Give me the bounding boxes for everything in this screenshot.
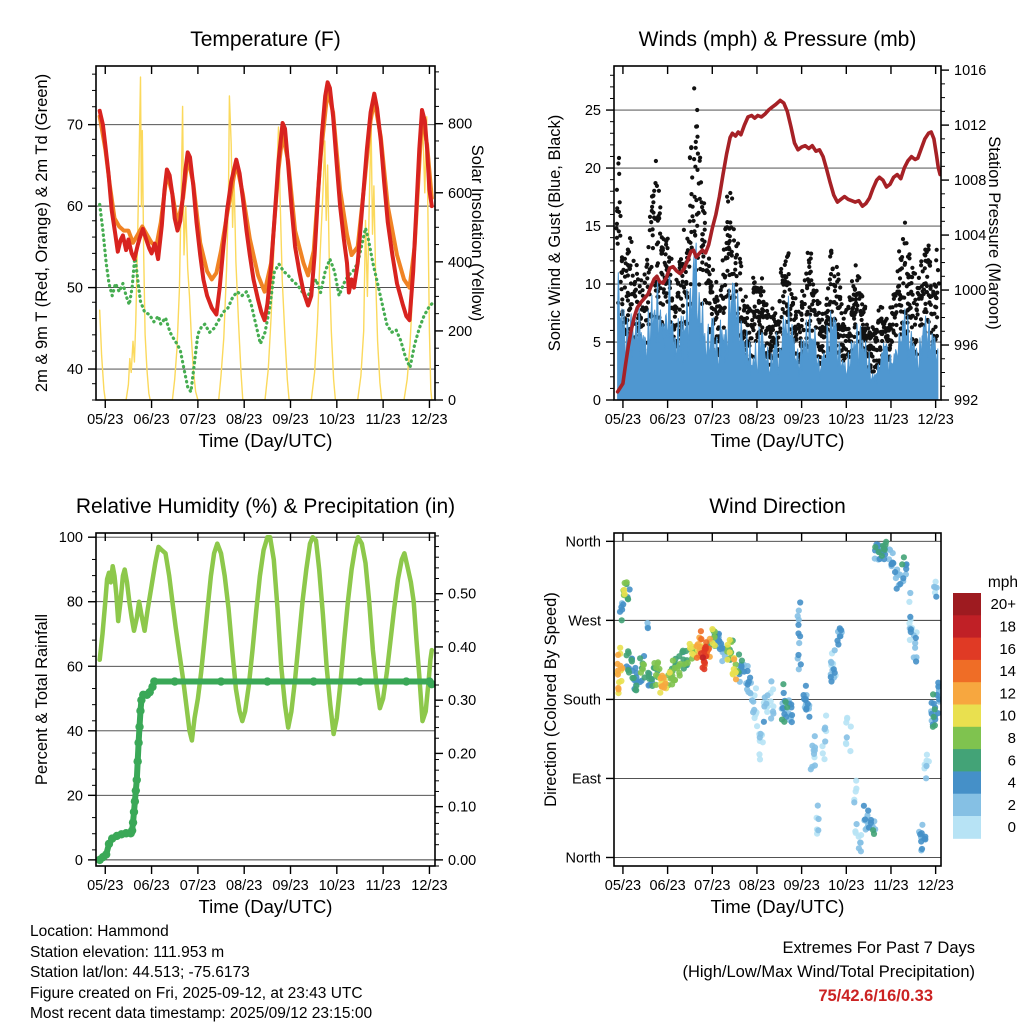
y-tick-label: 1012 [954, 118, 987, 135]
x-tick-label: 05/23 [604, 412, 642, 428]
station-latlon: Station lat/lon: 44.513; -75.6173 [30, 964, 250, 981]
colorbar-tick-label: 2 [1007, 796, 1016, 814]
colorbar-tick-label: 6 [1007, 752, 1016, 770]
chart-title: Relative Humidity (%) & Precipitation (in) [75, 495, 456, 518]
y-tick-label: East [571, 771, 601, 788]
chart-title: Temperature (F) [190, 28, 341, 51]
extremes-title: Extremes For Past 7 Days [782, 939, 975, 957]
extremes-values: 75/42.6/16/0.33 [818, 987, 933, 1005]
y-tick-label: 50 [66, 280, 83, 297]
y-axis-label-left: 2m & 9m T (Red, Orange) & 2m Td (Green) [33, 73, 51, 393]
y-tick-label: 0.10 [448, 799, 477, 816]
y-tick-label: 60 [66, 659, 83, 676]
extremes-subtitle: (High/Low/Max Wind/Total Precipitation) [682, 963, 975, 981]
relative-humidity-series [100, 537, 432, 740]
x-tick-label: 09/23 [783, 878, 820, 894]
y-axis-label-left: Percent & Total Rainfall [33, 613, 51, 786]
x-tick-label: 07/23 [694, 412, 731, 428]
x-tick-label: 12/23 [411, 412, 448, 428]
colorbar-tick-label: 0 [1007, 819, 1016, 837]
y-tick-label: 0.40 [448, 639, 477, 656]
x-tick-label: 11/23 [873, 878, 909, 894]
dewpoint-2m-series [100, 205, 432, 392]
x-tick-label: 09/23 [783, 412, 820, 428]
temperature-panel [33, 28, 486, 451]
speed-colorbar [953, 574, 1018, 839]
y-tick-label: North [565, 850, 601, 867]
y-tick-label: 20 [584, 161, 601, 178]
y-tick-label: 0 [74, 852, 83, 869]
extremes-block [682, 936, 975, 1008]
y-tick-label: 25 [584, 103, 601, 120]
x-axis-label: Time (Day/UTC) [198, 896, 333, 917]
x-tick-label: 12/23 [917, 412, 954, 428]
y-tick-label: 200 [448, 323, 473, 340]
humidity-precip-panel [33, 495, 476, 917]
x-tick-label: 06/23 [649, 878, 686, 894]
x-tick-label: 08/23 [226, 878, 263, 894]
y-tick-label: 992 [954, 393, 979, 409]
y-tick-label: 40 [66, 723, 83, 740]
y-tick-label: 1008 [954, 173, 987, 190]
chart-title: Winds (mph) & Pressure (mb) [638, 28, 917, 51]
x-tick-label: 06/23 [649, 412, 686, 428]
station-location: Location: Hammond [30, 923, 169, 940]
colorbar-tick-label: 20+ [990, 596, 1016, 614]
data-timestamp: Most recent data timestamp: 2025/09/12 23:15:00 [30, 1005, 373, 1022]
temperature-plot-area [100, 77, 432, 400]
y-axis-label-left: Sonic Wind & Gust (Blue, Black) [546, 114, 564, 352]
x-tick-label: 09/23 [272, 412, 309, 428]
y-tick-label: 0 [592, 393, 601, 409]
x-tick-label: 08/23 [738, 878, 776, 894]
x-tick-label: 06/23 [133, 412, 170, 428]
wind-direction-panel [542, 495, 954, 917]
y-axis-label-right: Station Pressure (Maroon) [985, 136, 1003, 330]
y-axis-label-left: Direction (Colored By Speed) [542, 592, 560, 807]
y-tick-label: 5 [592, 335, 601, 352]
y-tick-label: 0.20 [448, 746, 477, 763]
y-tick-label: 400 [448, 254, 473, 271]
temp-9m-series [100, 90, 432, 291]
colorbar-tick-label: 16 [999, 640, 1016, 658]
y-tick-label: 0.50 [448, 586, 477, 603]
colorbar-title: mph [987, 574, 1018, 591]
y-tick-label: West [568, 613, 601, 630]
x-tick-label: 07/23 [179, 878, 217, 894]
colorbar-tick-label: 14 [999, 663, 1016, 681]
y-tick-label: 1004 [954, 228, 987, 245]
y-tick-label: 996 [954, 338, 979, 355]
x-tick-label: 11/23 [365, 412, 401, 428]
y-tick-label: 1016 [954, 63, 987, 80]
x-tick-label: 10/23 [828, 412, 865, 428]
y-tick-label: 800 [448, 116, 473, 133]
station-elevation: Station elevation: 111.953 m [30, 943, 225, 961]
y-tick-label: 80 [66, 594, 83, 611]
x-tick-label: 08/23 [738, 412, 776, 428]
x-tick-label: 05/23 [87, 878, 124, 894]
x-tick-label: 11/23 [873, 412, 909, 428]
y-tick-label: 70 [66, 117, 83, 134]
x-tick-label: 05/23 [87, 412, 124, 428]
figure-created: Figure created on Fri, 2025-09-12, at 23:43 UTC [30, 984, 363, 1002]
x-tick-label: 09/23 [272, 878, 309, 894]
x-tick-label: 10/23 [318, 878, 355, 894]
wind-direction-plot-area [614, 539, 942, 855]
wind-direction-dots [614, 539, 942, 855]
x-tick-label: 06/23 [133, 878, 170, 894]
y-tick-label: South [563, 692, 601, 709]
colorbar-tick-label: 4 [1007, 774, 1016, 792]
y-tick-label: 1000 [954, 283, 987, 300]
x-axis-label: Time (Day/UTC) [710, 430, 845, 451]
x-tick-label: 12/23 [917, 878, 954, 894]
y-tick-label: 0 [448, 393, 457, 409]
y-axis-label-right: Solar Insolation (Yellow) [468, 144, 486, 322]
chart-title: Wind Direction [709, 495, 846, 518]
x-tick-label: 12/23 [411, 878, 448, 894]
y-tick-label: 100 [58, 530, 83, 547]
y-tick-label: 20 [66, 788, 83, 805]
x-tick-label: 10/23 [828, 878, 865, 894]
y-tick-label: 600 [448, 185, 473, 202]
y-tick-label: 60 [66, 199, 83, 216]
colorbar-tick-label: 12 [999, 685, 1016, 703]
humidity-precip-plot-area [96, 537, 436, 864]
colorbar-tick-label: 10 [999, 707, 1016, 725]
winds-pressure-plot-area [614, 86, 941, 400]
winds-pressure-panel [546, 28, 1003, 451]
x-tick-label: 08/23 [226, 412, 263, 428]
x-axis-label: Time (Day/UTC) [710, 896, 845, 917]
colorbar-tick-label: 8 [1007, 729, 1016, 747]
x-tick-label: 07/23 [694, 878, 731, 894]
colorbar-tick-label: 18 [999, 618, 1016, 636]
x-axis-label: Time (Day/UTC) [198, 430, 333, 451]
y-tick-label: 40 [66, 362, 83, 379]
x-tick-label: 10/23 [318, 412, 355, 428]
y-tick-label: 15 [584, 219, 601, 236]
x-tick-label: 05/23 [604, 878, 642, 894]
x-tick-label: 07/23 [179, 412, 217, 428]
y-tick-label: 0.30 [448, 693, 477, 710]
y-tick-label: North [565, 534, 601, 551]
station-info-block [30, 922, 372, 1024]
y-tick-label: 10 [584, 277, 601, 294]
x-tick-label: 11/23 [365, 878, 401, 894]
y-tick-label: 0.00 [448, 852, 477, 869]
